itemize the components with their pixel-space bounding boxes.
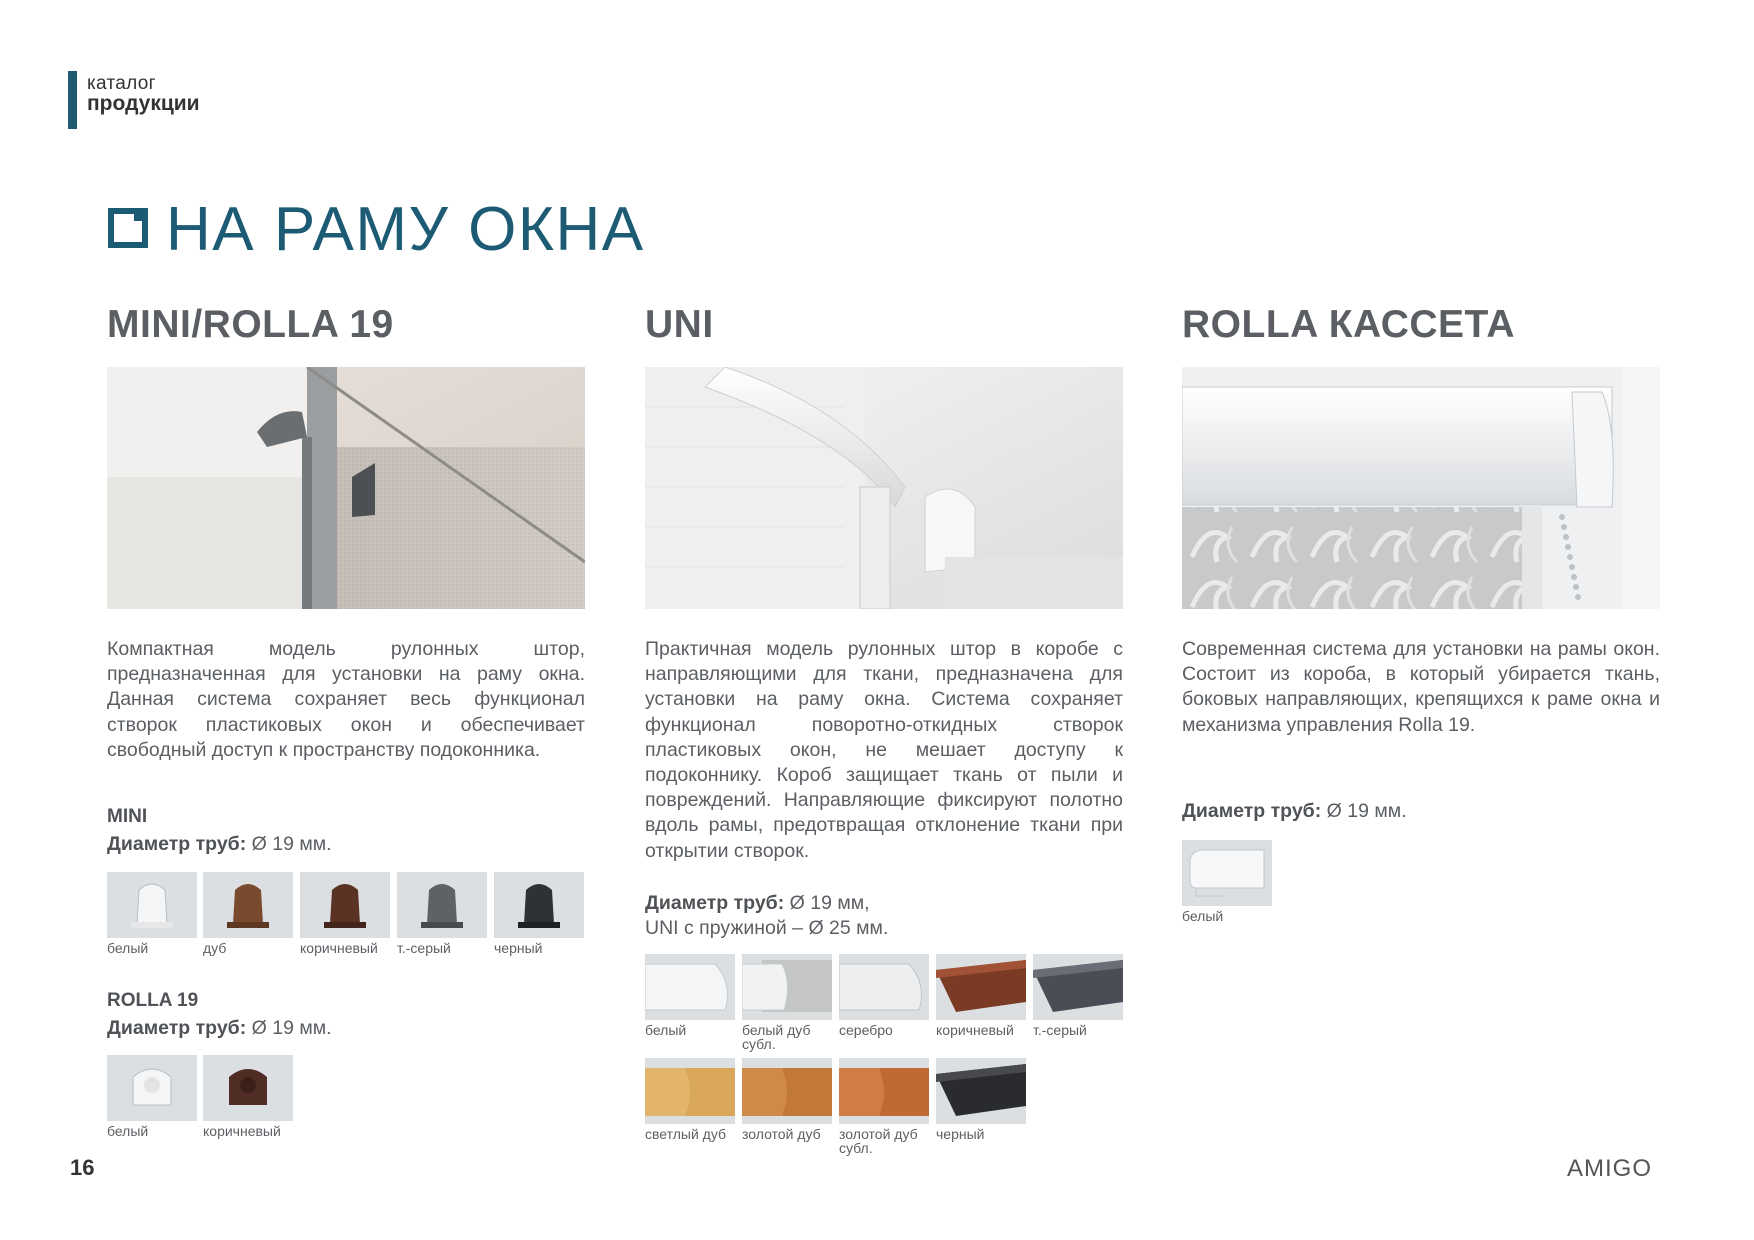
catalog-label-bold: продукции — [87, 92, 200, 115]
color-swatch[interactable]: золотой дуб — [742, 1058, 832, 1141]
tube-diameter-uni: Диаметр труб: Ø 19 мм, — [645, 892, 870, 914]
product-column-rolla-cassette — [1182, 300, 1660, 924]
color-swatch[interactable]: коричневый — [936, 954, 1026, 1037]
bracket-darkgrey-image — [397, 872, 487, 938]
bracket-oak-image — [203, 872, 293, 938]
color-swatch[interactable]: белый — [645, 954, 735, 1037]
header-accent-bar — [68, 71, 77, 129]
endcap-white-oak-image — [742, 954, 832, 1020]
product-photo-mini — [107, 367, 585, 609]
color-swatch[interactable]: золотой дуб субл. — [839, 1058, 929, 1155]
product-photo-uni — [645, 367, 1123, 609]
color-swatch[interactable]: белый — [107, 872, 197, 955]
bracket-black-image — [494, 872, 584, 938]
tube-diameter-rolla-cassette: Диаметр труб: Ø 19 мм. — [1182, 800, 1407, 822]
product-column-mini-rolla19 — [107, 300, 585, 1139]
color-swatch[interactable]: дуб — [203, 872, 293, 955]
color-swatch[interactable]: черный — [494, 872, 584, 955]
color-swatch[interactable]: коричневый — [300, 872, 390, 955]
catalog-label: каталог — [87, 73, 156, 94]
endcap-black-image — [936, 1058, 1026, 1124]
tube-diameter-mini: Диаметр труб: Ø 19 мм. — [107, 833, 332, 855]
product-column-uni — [645, 300, 1123, 1156]
product-title: UNI — [645, 303, 714, 346]
product-title: MINI/ROLLA 19 — [107, 303, 394, 346]
tube-diameter-rolla19: Диаметр труб: Ø 19 мм. — [107, 1017, 332, 1039]
tube-diameter-uni-spring: UNI с пружиной – Ø 25 мм. — [645, 917, 889, 939]
endcap-silver-image — [839, 954, 929, 1020]
color-swatch[interactable]: белый — [1182, 840, 1272, 923]
color-swatch[interactable]: т.-серый — [397, 872, 487, 955]
endcap-golden-oak-subl-image — [839, 1058, 929, 1124]
group-title-rolla19: ROLLA 19 — [107, 990, 199, 1011]
product-description: Компактная модель рулонных штор, предназначенная для установки на раму окна. Данная система сохраняет весь функционал створок пластиковых окон и обеспечивает свободный доступ к пространству подоконника. — [107, 638, 585, 761]
page-number: 16 — [70, 1155, 95, 1180]
color-swatch[interactable]: черный — [936, 1058, 1026, 1141]
color-swatch[interactable]: белый — [107, 1055, 197, 1138]
color-swatch[interactable]: коричневый — [203, 1055, 293, 1138]
endcap-golden-oak-image — [742, 1058, 832, 1124]
endcap-darkgrey-image — [1033, 954, 1123, 1020]
color-swatch[interactable]: белый дуб субл. — [742, 954, 832, 1051]
product-description: Современная система для установки на рамы окон. Состоит из короба, в который убирается ткань, боковых направляющих, крепящихся к раме окна и механизма управления Rolla 19. — [1182, 638, 1660, 736]
color-swatch[interactable]: светлый дуб — [645, 1058, 735, 1141]
endcap-white-image — [645, 954, 735, 1020]
brand-name: AMIGO — [1567, 1155, 1653, 1182]
endcap-brown-image — [936, 954, 1026, 1020]
page-title: НА РАМУ ОКНА — [166, 195, 645, 264]
color-swatch[interactable]: серебро — [839, 954, 929, 1037]
bracket-brown-image — [300, 872, 390, 938]
bracket-rolla-white-image — [107, 1055, 197, 1121]
window-frame-icon — [108, 208, 148, 248]
product-photo-rolla-cassette — [1182, 367, 1660, 609]
bracket-rolla-brown-image — [203, 1055, 293, 1121]
group-title-mini: MINI — [107, 806, 148, 827]
product-description: Практичная модель рулонных штор в коробе с направляющими для ткани, предназначена для установки на раму окна. Система сохраняет функционал поворотно-откидных створок пластиковых окон, не мешает доступу к подоконнику. Короб защищает ткань от пыли и повреждений. Направляющие фиксируют полотно вдоль рамы, предотвращая отклонение ткани при открытии створок. — [645, 638, 1123, 862]
cassette-white-image — [1182, 840, 1272, 906]
product-title: ROLLA КАССЕТА — [1182, 303, 1516, 346]
bracket-white-image — [107, 872, 197, 938]
color-swatch[interactable]: т.-серый — [1033, 954, 1123, 1037]
endcap-light-oak-image — [645, 1058, 735, 1124]
